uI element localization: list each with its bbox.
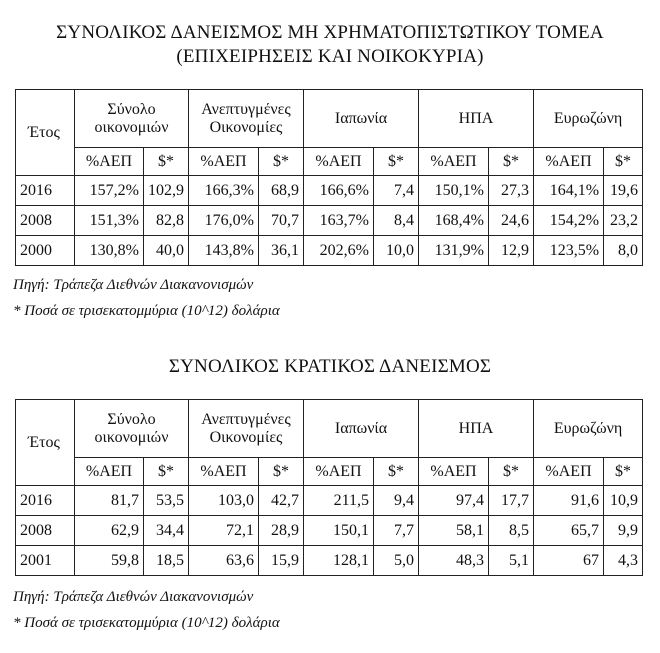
subheader-usd: $*: [374, 148, 419, 176]
group-label-line2: οικονομιών: [94, 118, 169, 136]
cell-value: 68,9: [259, 176, 304, 206]
cell-value: 168,4%: [419, 206, 489, 236]
subheader-usd: $*: [374, 458, 419, 486]
subheader-pct: %ΑΕΠ: [189, 148, 259, 176]
cell-value: 24,6: [489, 206, 534, 236]
table2-group-header-developed: [189, 400, 304, 458]
group-label-line1: Σύνολο: [107, 410, 156, 428]
table1-source-note: Πηγή: Τράπεζα Διεθνών Διακανονισμών: [13, 277, 254, 293]
cell-value: 23,2: [604, 206, 643, 236]
cell-value: 8,5: [489, 516, 534, 546]
cell-value: 97,4: [419, 486, 489, 516]
cell-value: 62,9: [75, 516, 144, 546]
cell-value: 7,7: [374, 516, 419, 546]
table1-group-header-usa: ΗΠΑ: [419, 90, 534, 148]
table1-header-row: [16, 90, 643, 148]
cell-value: 10,0: [374, 236, 419, 266]
cell-value: 9,9: [604, 516, 643, 546]
cell-value: 53,5: [144, 486, 189, 516]
cell-value: 211,5: [304, 486, 374, 516]
cell-value: 8,4: [374, 206, 419, 236]
table2-group-header-japan: Ιαπωνία: [304, 400, 419, 458]
subheader-pct: %ΑΕΠ: [189, 458, 259, 486]
group-label-line1: Ανεπτυγμένες: [201, 100, 291, 118]
table2: [15, 399, 643, 576]
table1-group-header-developed: [189, 90, 304, 148]
table1-group-header-japan: Ιαπωνία: [304, 90, 419, 148]
cell-value: 15,9: [259, 546, 304, 576]
cell-value: 27,3: [489, 176, 534, 206]
subheader-pct: %ΑΕΠ: [75, 458, 144, 486]
cell-value: 40,0: [144, 236, 189, 266]
table2-source-note: Πηγή: Τράπεζα Διεθνών Διακανονισμών: [13, 589, 254, 605]
cell-value: 202,6%: [304, 236, 374, 266]
cell-value: 9,4: [374, 486, 419, 516]
table1-title-line2: (ΕΠΙΧΕΙΡΗΣΕΙΣ ΚΑΙ ΝΟΙΚΟΚΥΡΙΑ): [176, 46, 484, 67]
cell-value: 176,0%: [189, 206, 259, 236]
table1: [15, 89, 643, 266]
table-row: [16, 206, 643, 236]
table2-subheader-row: [16, 458, 643, 486]
cell-value: 12,9: [489, 236, 534, 266]
cell-value: 91,6: [534, 486, 604, 516]
subheader-usd: $*: [489, 148, 534, 176]
table-row: [16, 546, 643, 576]
table1-group-header-eurozone: Ευρωζώνη: [534, 90, 643, 148]
cell-value: 130,8%: [75, 236, 144, 266]
cell-value: 8,0: [604, 236, 643, 266]
cell-value: 128,1: [304, 546, 374, 576]
table2-group-header-total: [75, 400, 189, 458]
cell-value: 42,7: [259, 486, 304, 516]
table-row: [16, 486, 643, 516]
cell-value: 166,6%: [304, 176, 374, 206]
cell-value: 123,5%: [534, 236, 604, 266]
subheader-usd: $*: [604, 458, 643, 486]
group-label-line2: Οικονομίες: [209, 428, 283, 446]
subheader-usd: $*: [259, 148, 304, 176]
cell-value: 19,6: [604, 176, 643, 206]
table2-header-row: [16, 400, 643, 458]
group-label-line1: Σύνολο: [107, 100, 156, 118]
cell-value: 67: [534, 546, 604, 576]
table2-footnote: * Ποσά σε τρισεκατομμύρια (10^12) δολάρια: [13, 615, 280, 631]
cell-value: 154,2%: [534, 206, 604, 236]
cell-value: 150,1%: [419, 176, 489, 206]
group-label-line2: οικονομιών: [94, 428, 169, 446]
cell-value: 166,3%: [189, 176, 259, 206]
table1-group-header-total: [75, 90, 189, 148]
cell-value: 143,8%: [189, 236, 259, 266]
row-year: 2016: [16, 486, 75, 516]
cell-value: 70,7: [259, 206, 304, 236]
table-row: [16, 516, 643, 546]
cell-value: 81,7: [75, 486, 144, 516]
group-label-line1: Ανεπτυγμένες: [201, 410, 291, 428]
subheader-pct: %ΑΕΠ: [304, 458, 374, 486]
cell-value: 163,7%: [304, 206, 374, 236]
cell-value: 151,3%: [75, 206, 144, 236]
table-row: [16, 236, 643, 266]
cell-value: 28,9: [259, 516, 304, 546]
subheader-pct: %ΑΕΠ: [419, 148, 489, 176]
subheader-pct: %ΑΕΠ: [304, 148, 374, 176]
subheader-usd: $*: [259, 458, 304, 486]
table1-year-header: Έτος: [16, 90, 75, 176]
table2-group-header-usa: ΗΠΑ: [419, 400, 534, 458]
cell-value: 65,7: [534, 516, 604, 546]
subheader-usd: $*: [489, 458, 534, 486]
table2-title: ΣΥΝΟΛΙΚΟΣ ΚΡΑΤΙΚΟΣ ΔΑΝΕΙΣΜΟΣ: [168, 356, 492, 377]
row-year: 2008: [16, 516, 75, 546]
cell-value: 131,9%: [419, 236, 489, 266]
cell-value: 5,1: [489, 546, 534, 576]
table-row: [16, 176, 643, 206]
cell-value: 72,1: [189, 516, 259, 546]
subheader-usd: $*: [604, 148, 643, 176]
row-year: 2008: [16, 206, 75, 236]
cell-value: 34,4: [144, 516, 189, 546]
table1-title-line1: ΣΥΝΟΛΙΚΟΣ ΔΑΝΕΙΣΜΟΣ ΜΗ ΧΡΗΜΑΤΟΠΙΣΤΩΤΙΚΟΥ ΤΟΜΕΑ: [56, 22, 604, 43]
table1-subheader-row: [16, 148, 643, 176]
cell-value: 59,8: [75, 546, 144, 576]
cell-value: 82,8: [144, 206, 189, 236]
cell-value: 164,1%: [534, 176, 604, 206]
cell-value: 157,2%: [75, 176, 144, 206]
cell-value: 58,1: [419, 516, 489, 546]
cell-value: 5,0: [374, 546, 419, 576]
cell-value: 18,5: [144, 546, 189, 576]
subheader-pct: %ΑΕΠ: [419, 458, 489, 486]
subheader-pct: %ΑΕΠ: [534, 458, 604, 486]
cell-value: 103,0: [189, 486, 259, 516]
cell-value: 17,7: [489, 486, 534, 516]
row-year: 2001: [16, 546, 75, 576]
subheader-usd: $*: [144, 148, 189, 176]
cell-value: 4,3: [604, 546, 643, 576]
cell-value: 48,3: [419, 546, 489, 576]
cell-value: 150,1: [304, 516, 374, 546]
group-label-line2: Οικονομίες: [209, 118, 283, 136]
cell-value: 7,4: [374, 176, 419, 206]
cell-value: 36,1: [259, 236, 304, 266]
subheader-pct: %ΑΕΠ: [534, 148, 604, 176]
subheader-usd: $*: [144, 458, 189, 486]
table2-year-header: Έτος: [16, 400, 75, 486]
cell-value: 102,9: [144, 176, 189, 206]
table1-footnote: * Ποσά σε τρισεκατομμύρια (10^12) δολάρια: [13, 303, 280, 319]
cell-value: 10,9: [604, 486, 643, 516]
cell-value: 63,6: [189, 546, 259, 576]
row-year: 2016: [16, 176, 75, 206]
subheader-pct: %ΑΕΠ: [75, 148, 144, 176]
table2-group-header-eurozone: Ευρωζώνη: [534, 400, 643, 458]
row-year: 2000: [16, 236, 75, 266]
